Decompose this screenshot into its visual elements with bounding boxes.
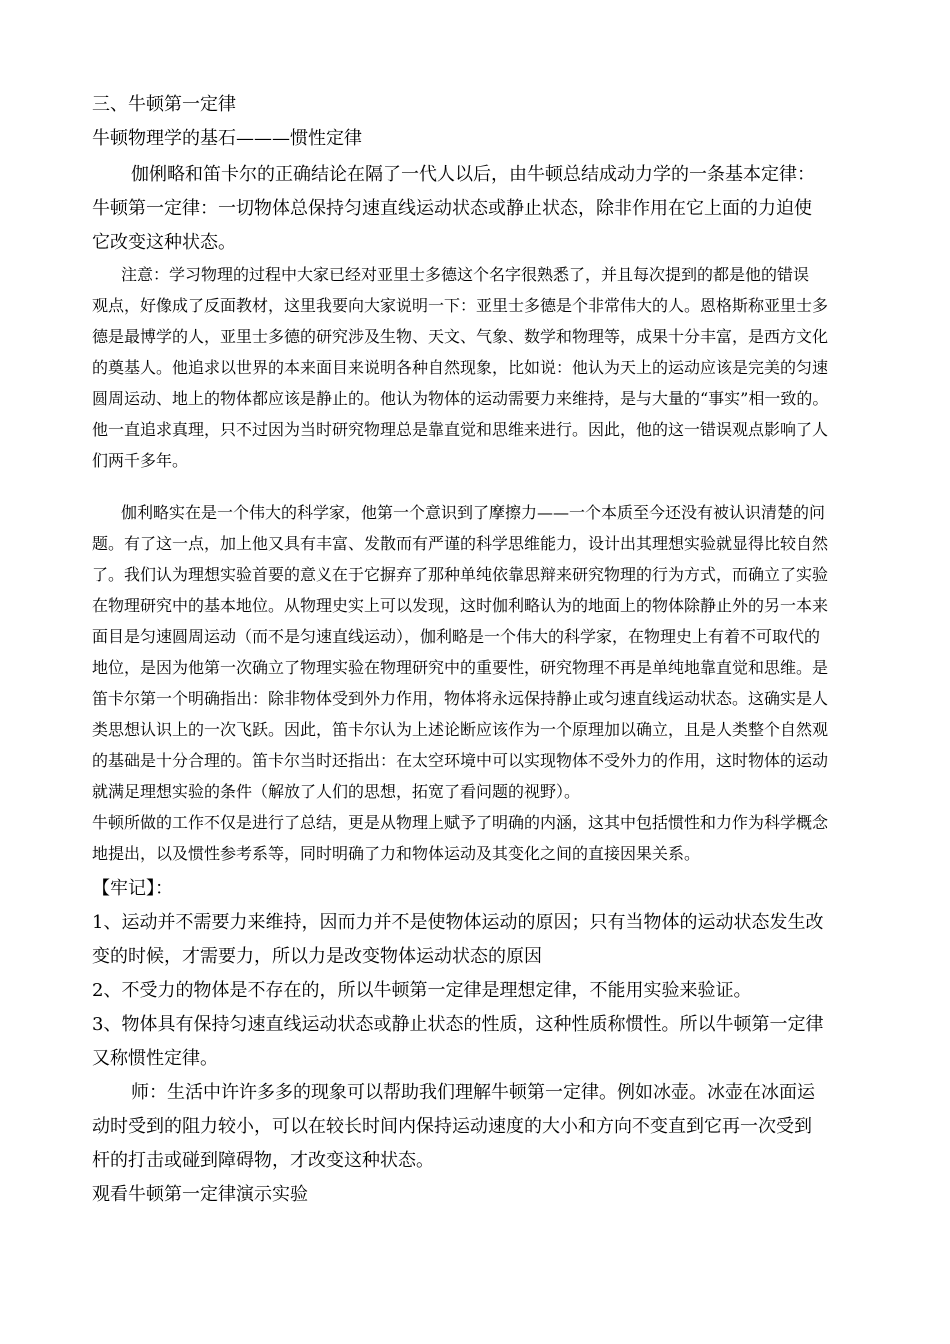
teacher-line: 杆的打击或碰到障碍物，才改变这种状态。 [92,1150,434,1171]
galileo-note-line: 伽利略实在是一个伟大的科学家，他第一个意识到了摩擦力——一个本质至今还没有被认识清楚的问 [121,503,826,522]
closing-line: 观看牛顿第一定律演示实验 [92,1184,308,1205]
remember-point-line: 1、运动并不需要力来维持，因而力并不是使物体运动的原因；只有当物体的运动状态发生改 [92,912,824,933]
aristotle-note-line: 的奠基人。他追求以世界的本来面目来说明各种自然现象，比如说：他认为天上的运动应该是完美的匀速 [92,358,829,377]
remember-point-line: 又称惯性定律。 [92,1048,218,1069]
newton-note-line: 地提出，以及惯性参考系等，同时明确了力和物体运动及其变化之间的直接因果关系。 [92,844,701,863]
galileo-note-line: 题。有了这一点，加上他又具有丰富、发散而有严谨的科学思维能力，设计出其理想实验就显得比较自然 [92,534,829,553]
aristotle-note-line: 注意：学习物理的过程中大家已经对亚里士多德这个名字很熟悉了，并且每次提到的都是他的错误 [121,265,810,284]
remember-point-line: 3、物体具有保持匀速直线运动状态或静止状态的性质，这种性质称惯性。所以牛顿第一定律 [92,1014,824,1035]
remember-point-line: 变的时候，才需要力，所以力是改变物体运动状态的原因 [92,946,542,967]
remember-label: 【牢记】： [92,878,173,899]
galileo-note-line: 笛卡尔第一个明确指出：除非物体受到外力作用，物体将永远保持静止或匀速直线运动状态。这确实是人 [92,689,829,708]
section-heading: 三、牛顿第一定律 [92,94,236,115]
remember-point-line: 2、不受力的物体是不存在的，所以牛顿第一定律是理想定律，不能用实验来验证。 [92,980,752,1001]
aristotle-note-line: 他一直追求真理，只不过因为当时研究物理总是靠直觉和思维来进行。因此，他的这一错误观点影响了人 [92,420,829,439]
galileo-note-line: 的基础是十分合理的。笛卡尔当时还指出：在太空环境中可以实现物体不受外力的作用，这时物体的运动 [92,751,829,770]
aristotle-note-line: 观点，好像成了反面教材，这里我要向大家说明一下：亚里士多德是个非常伟大的人。恩格斯称亚里士多 [92,296,829,315]
intro-line: 伽俐略和笛卡尔的正确结论在隔了一代人以后，由牛顿总结成动力学的一条基本定律： [131,164,815,185]
aristotle-note-line: 圆周运动、地上的物体都应该是静止的。他认为物体的运动需要力来维持，是与大量的“事实”相一致的。 [92,389,829,408]
intro-line: 牛顿第一定律：一切物体总保持匀速直线运动状态或静止状态，除非作用在它上面的力迫使 [92,198,812,219]
teacher-line: 师：生活中许许多多的现象可以帮助我们理解牛顿第一定律。例如冰壶。冰壶在冰面运 [131,1082,815,1103]
intro-line: 它改变这种状态。 [92,232,236,253]
newton-note-line: 牛顿所做的工作不仅是进行了总结，更是从物理上赋予了明确的内涵，这其中包括惯性和力作为科学概念 [92,813,829,832]
aristotle-note-line: 德是最博学的人，亚里士多德的研究涉及生物、天文、气象、数学和物理等，成果十分丰富，是西方文化 [92,327,829,346]
galileo-note-line: 地位，是因为他第一次确立了物理实验在物理研究中的重要性，研究物理不再是单纯地靠直觉和思维。是 [92,658,829,677]
galileo-note-line: 在物理研究中的基本地位。从物理史实上可以发现，这时伽利略认为的地面上的物体除静止外的另一本来 [92,596,829,615]
aristotle-note-line: 们两千多年。 [92,451,189,470]
galileo-note-line: 了。我们认为理想实验首要的意义在于它摒弃了那种单纯依靠思辩来研究物理的行为方式，而确立了实验 [92,565,829,584]
galileo-note-line: 面目是匀速圆周运动（而不是匀速直线运动），伽利略是一个伟大的科学家，在物理史上有着不可取代的 [92,627,821,646]
galileo-note-line: 类思想认识上的一次飞跃。因此，笛卡尔认为上述论断应该作为一个原理加以确立，且是人类整个自然观 [92,720,829,739]
teacher-line: 动时受到的阻力较小，可以在较长时间内保持运动速度的大小和方向不变直到它再一次受到 [92,1116,812,1137]
section-subheading: 牛顿物理学的基石———惯性定律 [92,128,362,149]
galileo-note-line: 就满足理想实验的条件（解放了人们的思想，拓宽了看问题的视野）。 [92,782,581,801]
